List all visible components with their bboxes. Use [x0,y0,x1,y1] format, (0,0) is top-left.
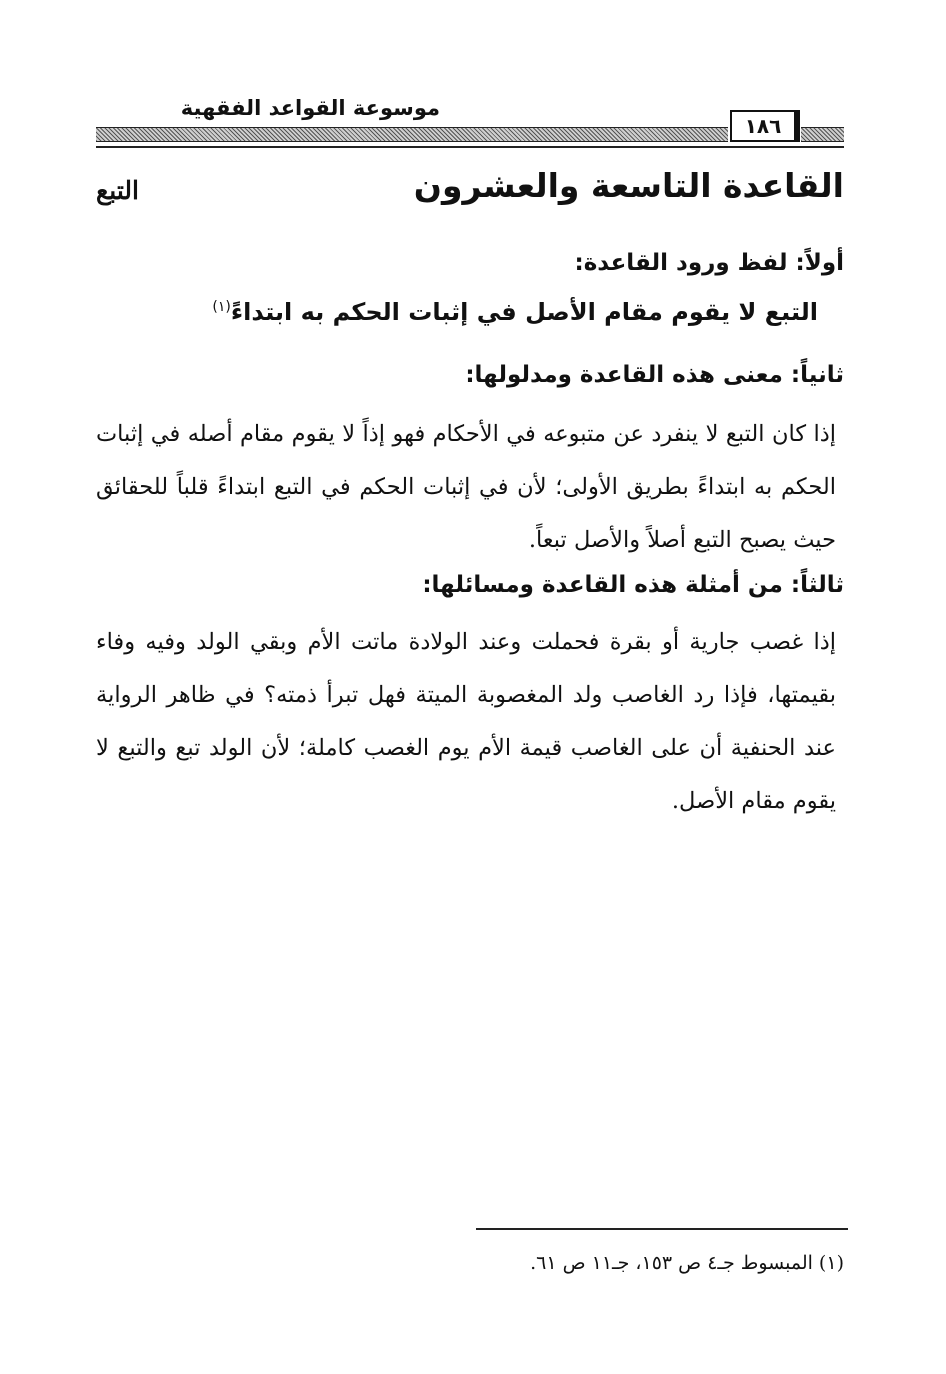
running-title: موسوعة القواعد الفقهية [180,96,440,120]
section-heading-wording: أولاً: لفظ ورود القاعدة: [574,250,844,276]
header-hatch-band-end [801,127,844,142]
header-divider [96,146,844,148]
rule-keyword: التبع [96,176,139,205]
page-number: ١٨٦ [730,110,800,142]
rule-statement-text: التبع لا يقوم مقام الأصل في إثبات الحكم به ابتداءً [230,298,818,326]
examples-paragraph: إذا غصب جارية أو بقرة فحملت وعند الولادة ماتت الأم وبقي الولد وفيه وفاء بقيمتها، فإذا رد الغاصب ولد المغصوبة الميتة فهل تبرأ ذمته؟ في ظاهر الرواية عند الحنفية أن على الغاصب قيمة الأم يوم الغصب كاملة؛ لأن الولد تبع والتبع لا يقوم مقام الأصل. [96,629,836,814]
rule-statement [212,298,818,326]
rule-title: القاعدة التاسعة والعشرون [413,166,844,205]
header-hatch-band [96,127,728,142]
section-heading-examples: ثالثاً: من أمثلة هذه القاعدة ومسائلها: [422,572,844,598]
footnote: (١) المبسوط جـ٤ ص ١٥٣، جـ١١ ص ٦١. [530,1252,844,1274]
footnote-reference: (١) [212,299,231,315]
meaning-paragraph: إذا كان التبع لا ينفرد عن متبوعه في الأحكام فهو إذاً لا يقوم مقام أصله في إثبات الحكم به ابتداءً بطريق الأولى؛ لأن في إثبات الحكم في التبع ابتداءً قلباً للحقائق حيث يصبح التبع أصلاً والأصل تبعاً. [96,421,836,553]
section-heading-meaning: ثانياً: معنى هذه القاعدة ومدلولها: [465,362,844,388]
footnote-divider [476,1228,848,1230]
page-header [96,96,844,152]
